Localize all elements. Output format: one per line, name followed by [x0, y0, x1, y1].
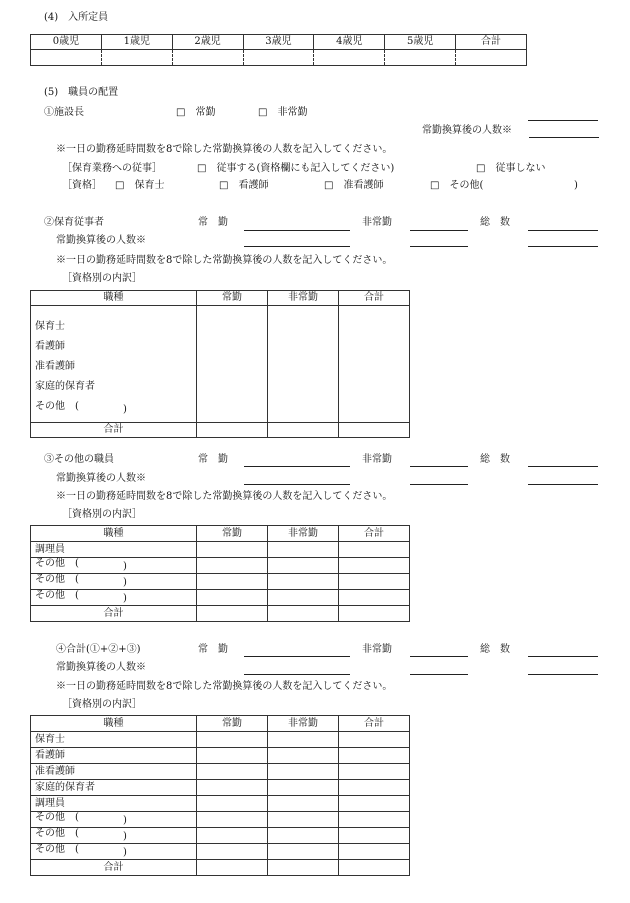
childcare-qualification-table: [30, 290, 410, 438]
director-label: ①施設長: [44, 107, 84, 118]
sum-total-field[interactable]: [528, 656, 598, 657]
capacity-heading: (4) 入所定員: [44, 12, 109, 23]
qual-nurse-checkbox[interactable]: □ 看護師: [219, 180, 269, 191]
total-cell[interactable]: [339, 423, 410, 438]
childcare-duty-label: ［保育業務への従事］: [62, 163, 162, 174]
table-cell[interactable]: [197, 590, 268, 606]
header-parttime: 非常勤: [268, 291, 339, 306]
qualification-label: ［資格］: [62, 180, 102, 191]
table-cell[interactable]: [197, 812, 268, 828]
header-total: 合計: [339, 716, 410, 732]
childcare-staff-label: ②保育従事者: [44, 217, 104, 228]
childcare-fte-fulltime-field[interactable]: [244, 246, 350, 247]
table-cell[interactable]: [339, 732, 410, 748]
capacity-col-5: 5歳児: [385, 35, 456, 50]
other-parttime-label: 非常勤: [362, 454, 392, 465]
childcare-parttime-label: 非常勤: [362, 217, 392, 228]
header-fulltime: 常勤: [197, 716, 268, 732]
not-engaged-checkbox[interactable]: □ 従事しない: [476, 163, 546, 174]
capacity-table: [30, 34, 527, 66]
table-cell[interactable]: [339, 780, 410, 796]
table-cell[interactable]: [197, 844, 268, 860]
capacity-input-4[interactable]: [314, 50, 385, 66]
staff-heading: (5) 職員の配置: [44, 87, 119, 98]
capacity-input-5[interactable]: [385, 50, 456, 66]
table-cell[interactable]: [197, 558, 268, 574]
header-total: 合計: [339, 526, 410, 542]
table-cell[interactable]: [268, 796, 339, 812]
capacity-input-3[interactable]: [243, 50, 314, 66]
childcare-row-labels: [31, 306, 197, 423]
childcare-fulltime-field[interactable]: [244, 230, 350, 231]
capacity-col-0: 0歳児: [31, 35, 102, 50]
qual-other-close-paren: ): [574, 180, 578, 191]
row-label: 調理員: [31, 796, 197, 812]
header-fulltime: 常勤: [197, 526, 268, 542]
qual-assistant-nurse-checkbox[interactable]: □ 准看護師: [324, 180, 384, 191]
sum-fulltime-label: 常 勤: [198, 644, 228, 655]
total-row-label: 合計: [31, 606, 197, 622]
director-parttime-checkbox[interactable]: □ 非常勤: [258, 107, 308, 118]
table-cell[interactable]: [197, 732, 268, 748]
table-cell[interactable]: [268, 844, 339, 860]
other-fte-total-field[interactable]: [528, 484, 598, 485]
director-fte-label: 常勤換算後の人数※: [422, 125, 512, 136]
table-cell[interactable]: [197, 542, 268, 558]
sum-parttime-label: 非常勤: [362, 644, 392, 655]
capacity-input-2[interactable]: [172, 50, 243, 66]
total-cell[interactable]: [268, 423, 339, 438]
row-label-other: その他 ( ): [31, 844, 197, 860]
header-parttime: 非常勤: [268, 526, 339, 542]
director-count-field[interactable]: [528, 120, 598, 121]
table-cell[interactable]: [268, 732, 339, 748]
table-cell[interactable]: [268, 748, 339, 764]
row-label-other: その他 ( ): [35, 401, 127, 415]
sum-note: ※一日の勤務延時間数を8で除した常勤換算後の人数を記入してください。: [56, 681, 393, 692]
table-cell[interactable]: [268, 542, 339, 558]
sum-fte-label: 常勤換算後の人数※: [56, 662, 146, 673]
other-fte-label: 常勤換算後の人数※: [56, 473, 146, 484]
total-cell[interactable]: [268, 606, 339, 622]
sum-parttime-field[interactable]: [410, 656, 468, 657]
total-cell[interactable]: [197, 860, 268, 876]
header-total: 合計: [339, 291, 410, 306]
other-staff-label: ③その他の職員: [44, 454, 114, 465]
table-cell[interactable]: [197, 748, 268, 764]
childcare-total-label: 総 数: [480, 217, 510, 228]
table-cell[interactable]: [339, 574, 410, 590]
table-cell[interactable]: [339, 828, 410, 844]
table-cell[interactable]: [197, 828, 268, 844]
table-cell[interactable]: [268, 812, 339, 828]
header-job: 職種: [31, 716, 197, 732]
other-fulltime-field[interactable]: [244, 466, 350, 467]
childcare-breakdown-label: ［資格別の内訳］: [62, 273, 142, 284]
childcare-parttime-field[interactable]: [410, 230, 468, 231]
table-cell[interactable]: [339, 796, 410, 812]
sum-fulltime-field[interactable]: [244, 656, 350, 657]
row-label: 調理員: [31, 542, 197, 558]
header-fulltime: 常勤: [197, 291, 268, 306]
other-note: ※一日の勤務延時間数を8で除した常勤換算後の人数を記入してください。: [56, 491, 393, 502]
childcare-total-cell[interactable]: [339, 306, 410, 423]
row-label: 保育士: [35, 321, 65, 332]
qual-other-checkbox[interactable]: □ その他(: [430, 180, 484, 191]
capacity-col-4: 4歳児: [314, 35, 385, 50]
other-fte-parttime-field[interactable]: [410, 484, 468, 485]
other-fte-fulltime-field[interactable]: [244, 484, 350, 485]
capacity-col-total: 合計: [456, 35, 527, 50]
capacity-input-total[interactable]: [456, 50, 527, 66]
total-cell[interactable]: [197, 606, 268, 622]
qual-childcare-checkbox[interactable]: □ 保育士: [115, 180, 165, 191]
sum-breakdown-label: ［資格別の内訳］: [62, 699, 142, 710]
row-label: 保育士: [31, 732, 197, 748]
capacity-input-1[interactable]: [101, 50, 172, 66]
table-cell[interactable]: [268, 590, 339, 606]
total-cell[interactable]: [268, 860, 339, 876]
row-label: 准看護師: [35, 361, 75, 372]
row-label-other: その他 ( ): [31, 590, 197, 606]
sum-fte-parttime-field[interactable]: [410, 674, 468, 675]
childcare-parttime-cell[interactable]: [268, 306, 339, 423]
table-cell[interactable]: [339, 542, 410, 558]
other-fulltime-label: 常 勤: [198, 454, 228, 465]
total-row-label: 合計: [31, 423, 197, 438]
sum-fte-fulltime-field[interactable]: [244, 674, 350, 675]
header-job: 職種: [31, 526, 197, 542]
table-cell[interactable]: [268, 828, 339, 844]
row-label: 家庭的保育者: [31, 780, 197, 796]
director-note: ※一日の勤務延時間数を8で除した常勤換算後の人数を記入してください。: [56, 144, 393, 155]
childcare-note: ※一日の勤務延時間数を8で除した常勤換算後の人数を記入してください。: [56, 255, 393, 266]
total-cell[interactable]: [339, 860, 410, 876]
row-label: 准看護師: [31, 764, 197, 780]
row-label-other: その他 ( ): [31, 812, 197, 828]
sum-total-label: 総 数: [480, 644, 510, 655]
other-total-label: 総 数: [480, 454, 510, 465]
row-label-other: その他 ( ): [31, 574, 197, 590]
childcare-fte-label: 常勤換算後の人数※: [56, 235, 146, 246]
row-label: 家庭的保育者: [35, 381, 95, 392]
director-fulltime-checkbox[interactable]: □ 常勤: [176, 107, 216, 118]
table-cell[interactable]: [197, 780, 268, 796]
other-breakdown-label: ［資格別の内訳］: [62, 509, 142, 520]
other-staff-table: [30, 525, 410, 622]
table-cell[interactable]: [197, 796, 268, 812]
capacity-col-2: 2歳児: [172, 35, 243, 50]
sum-fte-total-field[interactable]: [528, 674, 598, 675]
row-label-other: その他 ( ): [31, 558, 197, 574]
childcare-fulltime-cell[interactable]: [197, 306, 268, 423]
total-cell[interactable]: [339, 606, 410, 622]
childcare-fulltime-label: 常 勤: [198, 217, 228, 228]
table-cell[interactable]: [339, 844, 410, 860]
table-cell[interactable]: [339, 558, 410, 574]
engaged-checkbox[interactable]: □ 従事する(資格欄にも記入してください): [197, 163, 395, 174]
table-cell[interactable]: [268, 574, 339, 590]
table-cell[interactable]: [268, 558, 339, 574]
table-cell[interactable]: [339, 764, 410, 780]
table-cell[interactable]: [268, 780, 339, 796]
row-label: 看護師: [31, 748, 197, 764]
childcare-fte-total-field[interactable]: [528, 246, 598, 247]
childcare-fte-parttime-field[interactable]: [410, 246, 468, 247]
capacity-input-0[interactable]: [31, 50, 102, 66]
total-row-label: 合計: [31, 860, 197, 876]
row-label: 看護師: [35, 341, 65, 352]
capacity-col-1: 1歳児: [101, 35, 172, 50]
sum-qualification-table: [30, 715, 410, 876]
table-cell[interactable]: [339, 590, 410, 606]
row-label-other: その他 ( ): [31, 828, 197, 844]
table-cell[interactable]: [197, 764, 268, 780]
sum-section-label: ④合計(①+②+③): [56, 644, 141, 655]
other-total-field[interactable]: [528, 466, 598, 467]
capacity-col-3: 3歳児: [243, 35, 314, 50]
childcare-total-field[interactable]: [528, 230, 598, 231]
other-parttime-field[interactable]: [410, 466, 468, 467]
director-fte-field[interactable]: [529, 137, 599, 138]
table-cell[interactable]: [339, 812, 410, 828]
header-parttime: 非常勤: [268, 716, 339, 732]
total-cell[interactable]: [197, 423, 268, 438]
table-cell[interactable]: [197, 574, 268, 590]
table-cell[interactable]: [268, 764, 339, 780]
table-cell[interactable]: [339, 748, 410, 764]
header-job: 職種: [31, 291, 197, 306]
